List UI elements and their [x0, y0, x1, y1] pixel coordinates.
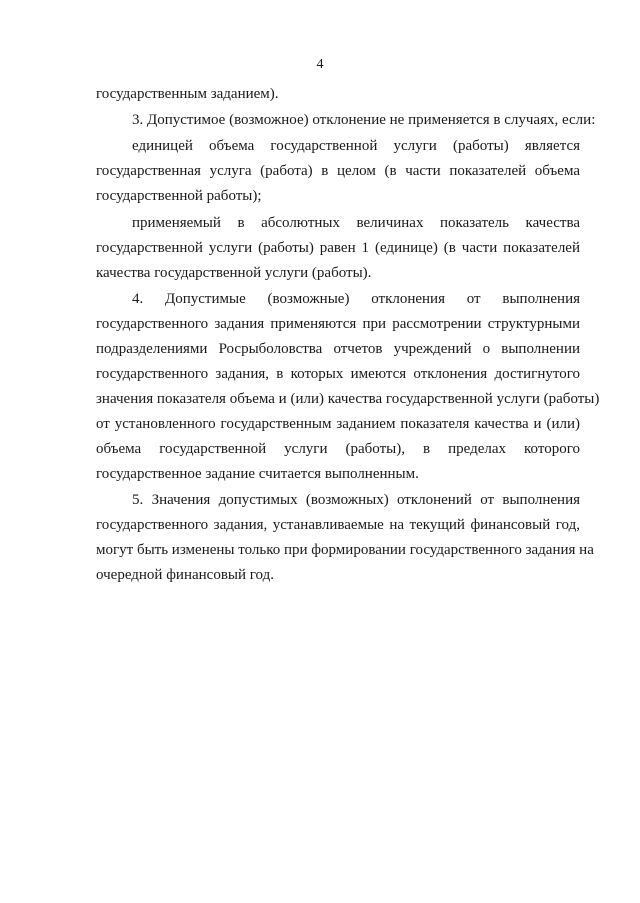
page-number: 4 — [316, 57, 324, 72]
paragraph-4-line-2: государственного задания применяются при рассмотрении структурными — [96, 316, 580, 332]
paragraph-5-line-3: могут быть изменены только при формировании государственного задания на — [96, 542, 594, 558]
paragraph-3-line-3: государственная услуга (работа) в целом (в части показателей объема — [96, 163, 580, 179]
paragraph-5-line-4: очередной финансовый год. — [96, 567, 274, 583]
paragraph-4-line-4: государственного задания, в которых имеются отклонения достигнутого — [96, 366, 580, 382]
paragraph-5-line-2: государственного задания, устанавливаемые на текущий финансовый год, — [96, 517, 580, 533]
paragraph-3b-line-2: государственной услуги (работы) равен 1 (единице) (в части показателей — [96, 240, 580, 256]
paragraph-3b-line-3: качества государственной услуги (работы). — [96, 265, 372, 281]
paragraph-4-line-1: 4. Допустимые (возможные) отклонения от выполнения — [132, 291, 580, 307]
paragraph-3-line-4: государственной работы); — [96, 188, 262, 204]
paragraph-4-line-3: подразделениями Росрыболовства отчетов учреждений о выполнении — [96, 341, 580, 357]
paragraph-3b-line-1: применяемый в абсолютных величинах показатель качества — [132, 215, 580, 231]
paragraph-4-line-6: от установленного государственным заданием показателя качества и (или) — [96, 416, 580, 432]
paragraph-4-line-7: объема государственной услуги (работы), в пределах которого — [96, 441, 580, 457]
paragraph-3-line-2: единицей объема государственной услуги (работы) является — [132, 138, 580, 154]
paragraph-3-line-1: 3. Допустимое (возможное) отклонение не применяется в случаях, если: — [132, 112, 596, 128]
paragraph-5-line-1: 5. Значения допустимых (возможных) отклонений от выполнения — [132, 492, 580, 508]
paragraph-4-line-5: значения показателя объема и (или) качества государственной услуги (работы) — [96, 391, 600, 407]
paragraph-4-line-8: государственное задание считается выполненным. — [96, 466, 419, 482]
text-line-1: государственным заданием). — [96, 86, 279, 102]
